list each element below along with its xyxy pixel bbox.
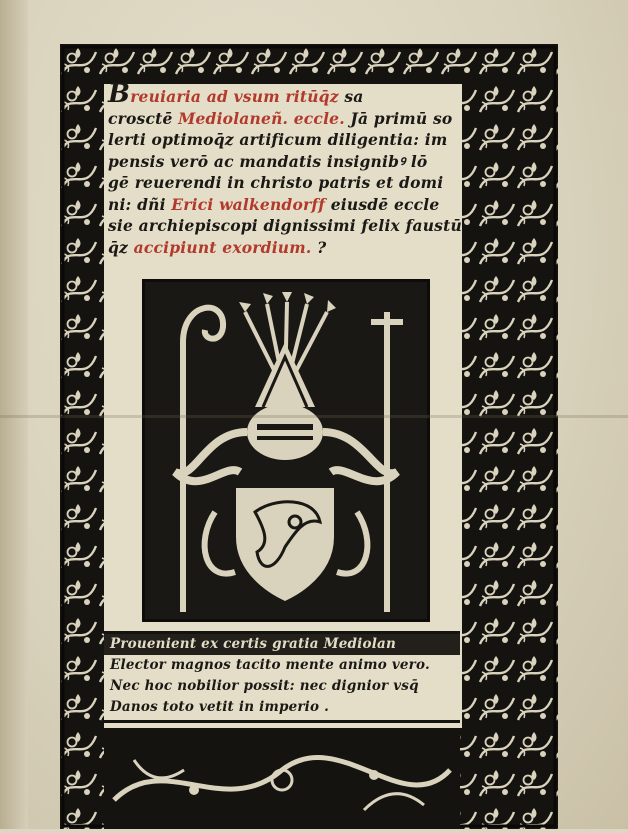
colophon-line: Elector magnos tacito mente animo vero. [110, 657, 430, 673]
coat-of-arms-woodcut [142, 279, 430, 622]
colophon [104, 631, 460, 723]
title-line-8 [108, 237, 460, 259]
page-crease [0, 415, 628, 418]
title-block [108, 79, 462, 274]
initial-letter: B [108, 79, 131, 109]
title-text: crosctē [108, 108, 179, 128]
title-text: pensis verō ac mandatis insignibꝰ lō [108, 151, 428, 171]
coat-of-arms-illustration [145, 282, 427, 619]
dragon-ornament [104, 730, 460, 829]
title-text: sa [338, 87, 364, 106]
title-line-1 [108, 79, 460, 109]
title-text: gē reuerendi in christo patris et domi [108, 173, 444, 192]
bottom-border-ornament [104, 730, 460, 829]
title-text-rubric: accipiunt exordium. [133, 237, 312, 257]
title-line-7 [108, 215, 460, 237]
title-text: reuiaria ad vsum ritūq̄z [130, 87, 339, 106]
title-text-rubric: Erici walkendorff [171, 194, 326, 214]
title-line-5 [108, 172, 460, 194]
title-text: sie archiepiscopi dignissimi felix faustū [108, 216, 462, 235]
title-line-2 [108, 108, 460, 130]
title-line-4 [108, 151, 460, 173]
title-text-rubric: Mediolaneñ. eccle. [178, 108, 345, 128]
title-line-3 [108, 129, 460, 151]
title-text: Jā primū so [344, 108, 453, 128]
title-text: eiusdē eccle [325, 194, 440, 214]
title-text: ni: dñi [108, 194, 172, 214]
colophon-line: Prouenient ex certis gratia Mediolan [104, 634, 460, 655]
title-line-6 [108, 194, 460, 216]
colophon-line: Danos toto vetit in imperio . [110, 699, 330, 715]
title-text: ? [311, 237, 327, 257]
colophon-line: Nec hoc nobilior possit: nec dignior vsq̄ [110, 678, 419, 694]
title-text: q̄z [108, 237, 134, 257]
title-text: lerti optimoq̄z artificum diligentia: im [108, 130, 448, 149]
